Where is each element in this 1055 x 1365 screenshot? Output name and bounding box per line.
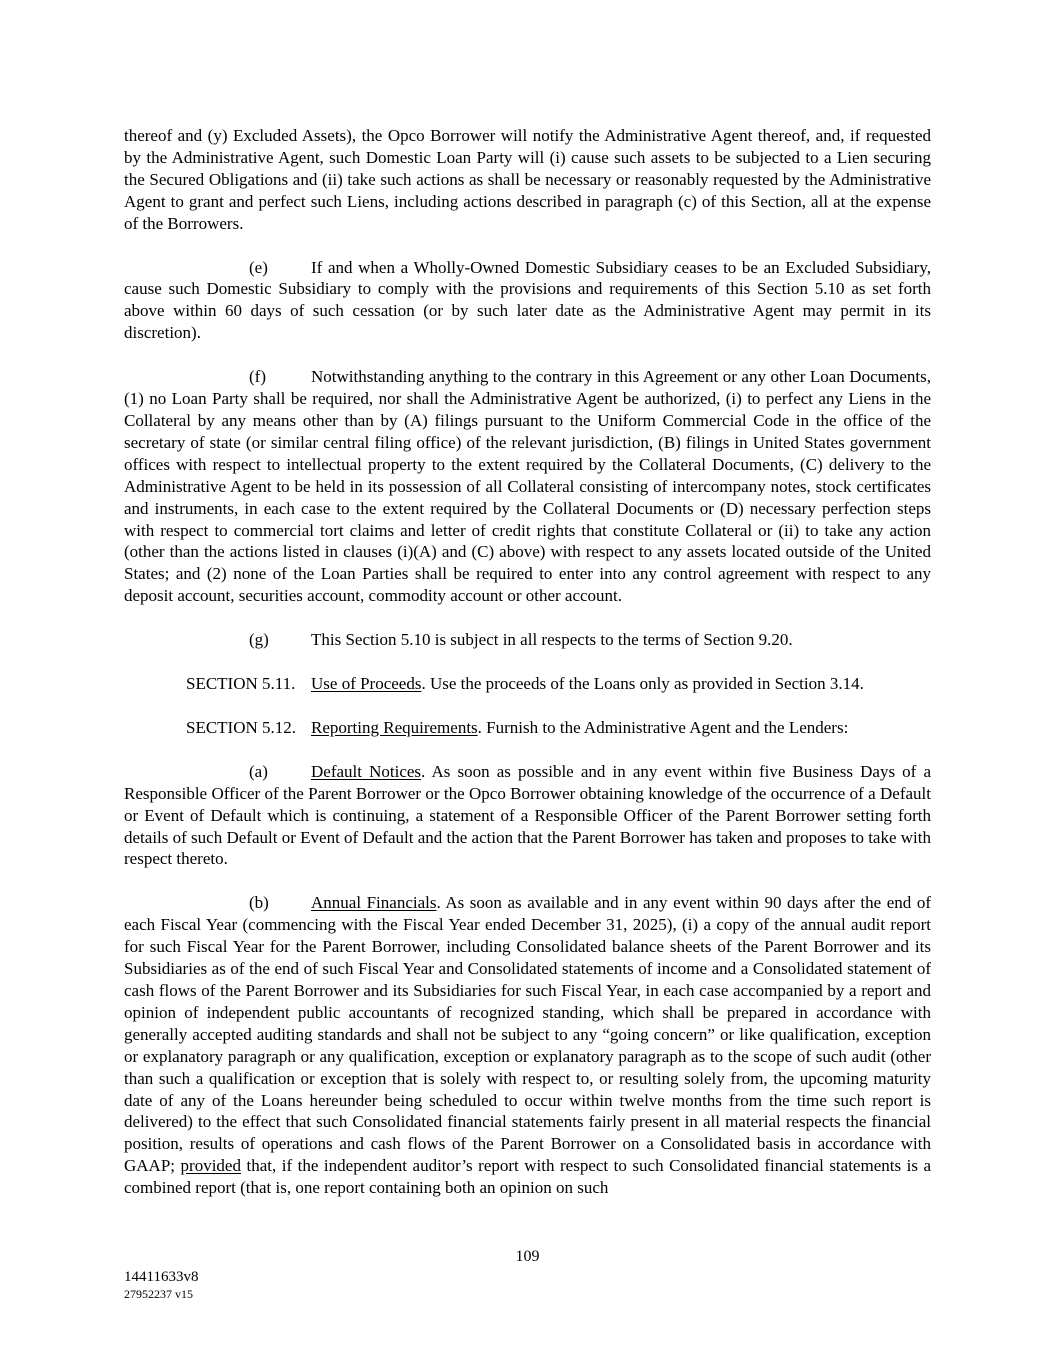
paragraph-a-text: . As soon as possible and in any event within five Business Days of a Responsible Officer of the Parent Borrower or the Opco Borrower obtaining knowledge of the occurrence of a Default or Event of Default which is continuing, a statement of a Responsible Officer of the Parent Borrower setting forth details of such Default or Event of Default and the action that the Parent Borrower has taken and proposes to take with respect thereto. [124,761,932,869]
paragraph-e [124,257,931,345]
document-footer [124,1268,198,1302]
document-id-secondary: 27952237 v15 [124,1287,193,1301]
document-body [124,125,931,1221]
page-number: 109 [515,1248,540,1265]
section-5-11 [186,673,931,695]
section-5-12 [186,717,931,739]
section-5-12-text: . Furnish to the Administrative Agent and the Lenders: [477,717,849,737]
section-5-11-number: SECTION 5.11. [186,674,296,694]
paragraph-b-provided: provided [180,1156,241,1176]
section-5-12-number: SECTION 5.12. [186,717,297,737]
paragraph-f [124,366,931,607]
paragraph-e-marker: (e) [249,257,268,277]
paragraph-b-title: Annual Financials [311,893,437,913]
section-5-11-title: Use of Proceeds [311,674,422,694]
paragraph-g-text: This Section 5.10 is subject in all respects to the terms of Section 9.20. [311,630,793,650]
paragraph-g [124,629,931,651]
paragraph-b [124,892,931,1199]
paragraph-f-marker: (f) [249,367,266,387]
paragraph-g-marker: (g) [249,630,269,650]
paragraph-e-text: If and when a Wholly-Owned Domestic Subsidiary ceases to be an Excluded Subsidiary, cause such Domestic Subsidiary to comply with the provisions and requirements of this Section 5.10 as set forth above within 60 days of such cessation (or by such later date as the Administrative Agent may permit in its discretion). [124,257,931,343]
paragraph-b-text-1: . As soon as available and in any event within 90 days after the end of each Fiscal Year (commencing with the Fiscal Year ended December 31, 2025), (i) a copy of the annual audit report for such Fiscal Year for the Parent Borrower, including Consolidated balance sheets of the Parent Borrower and its Subsidiaries as of the end of such Fiscal Year and Consolidated statements of income and a Consolidated statement of cash flows of the Parent Borrower and its Subsidiaries for such Fiscal Year, in each case accompanied by a report and opinion of independent public accountants of recognized standing, which shall be prepared in accordance with generally accepted auditing standards and shall not be subject to any “going concern” or like qualification, exception or explanatory paragraph or any qualification, exception or explanatory paragraph as to the scope of such audit (other than such a qualification or exception that is solely with respect to, or resulting solely from, the upcoming maturity date of any of the Loans hereunder being scheduled to occur within twelve months from the time such report is delivered) to the effect that such Consolidated financial statements fairly present in all material respects the financial position, results of operations and cash flows of the Parent Borrower on a Consolidated basis in accordance with GAAP; [124,893,931,1176]
paragraph-a-title: Default Notices [311,761,422,781]
document-id-primary: 14411633v8 [124,1269,199,1285]
section-5-12-title: Reporting Requirements [311,717,478,737]
paragraph-a [124,761,931,871]
paragraph-b-text-2: that, if the independent auditor’s report with respect to such Consolidated financial statements is a combined report (that is, one report containing both an opinion on such [124,1156,931,1198]
paragraph-b-marker: (b) [249,893,269,913]
paragraph-f-text: Notwithstanding anything to the contrary in this Agreement or any other Loan Documents, (1) no Loan Party shall be required, nor shall the Administrative Agent be authorized, (i) to perfect any Liens in the Collateral by any means other than by (A) filings pursuant to the Uniform Commercial Code in the office of the secretary of state (or similar central filing office) of the relevant jurisdiction, (B) filings in United States government offices with respect to intellectual property to the extent required by the Collateral Documents, (C) delivery to the Administrative Agent to be held in its possession of all Collateral consisting of intercompany notes, stock certificates and instruments, in each case to the extent required by the Collateral Documents or (D) necessary perfection steps with respect to commercial tort claims and letter of credit rights that constitute Collateral or (ii) to take any action (other than the actions listed in clauses (i)(A) and (C) above) with respect to any assets located outside of the United States; and (2) none of the Loan Parties shall be required to enter into any control agreement with respect to any deposit account, securities account, commodity account or other account. [124,367,931,606]
section-5-11-text: . Use the proceeds of the Loans only as provided in Section 3.14. [421,674,864,694]
paragraph-a-marker: (a) [249,761,268,781]
paragraph-intro: thereof and (y) Excluded Assets), the Opco Borrower will notify the Administrative Agent thereof, and, if requested by the Administrative Agent, such Domestic Loan Party will (i) cause such assets to be subjected to a Lien securing the Secured Obligations and (ii) take such actions as shall be necessary or reasonably requested by the Administrative Agent to grant and perfect such Liens, including actions described in paragraph (c) of this Section, all at the expense of the Borrowers. [124,126,931,233]
